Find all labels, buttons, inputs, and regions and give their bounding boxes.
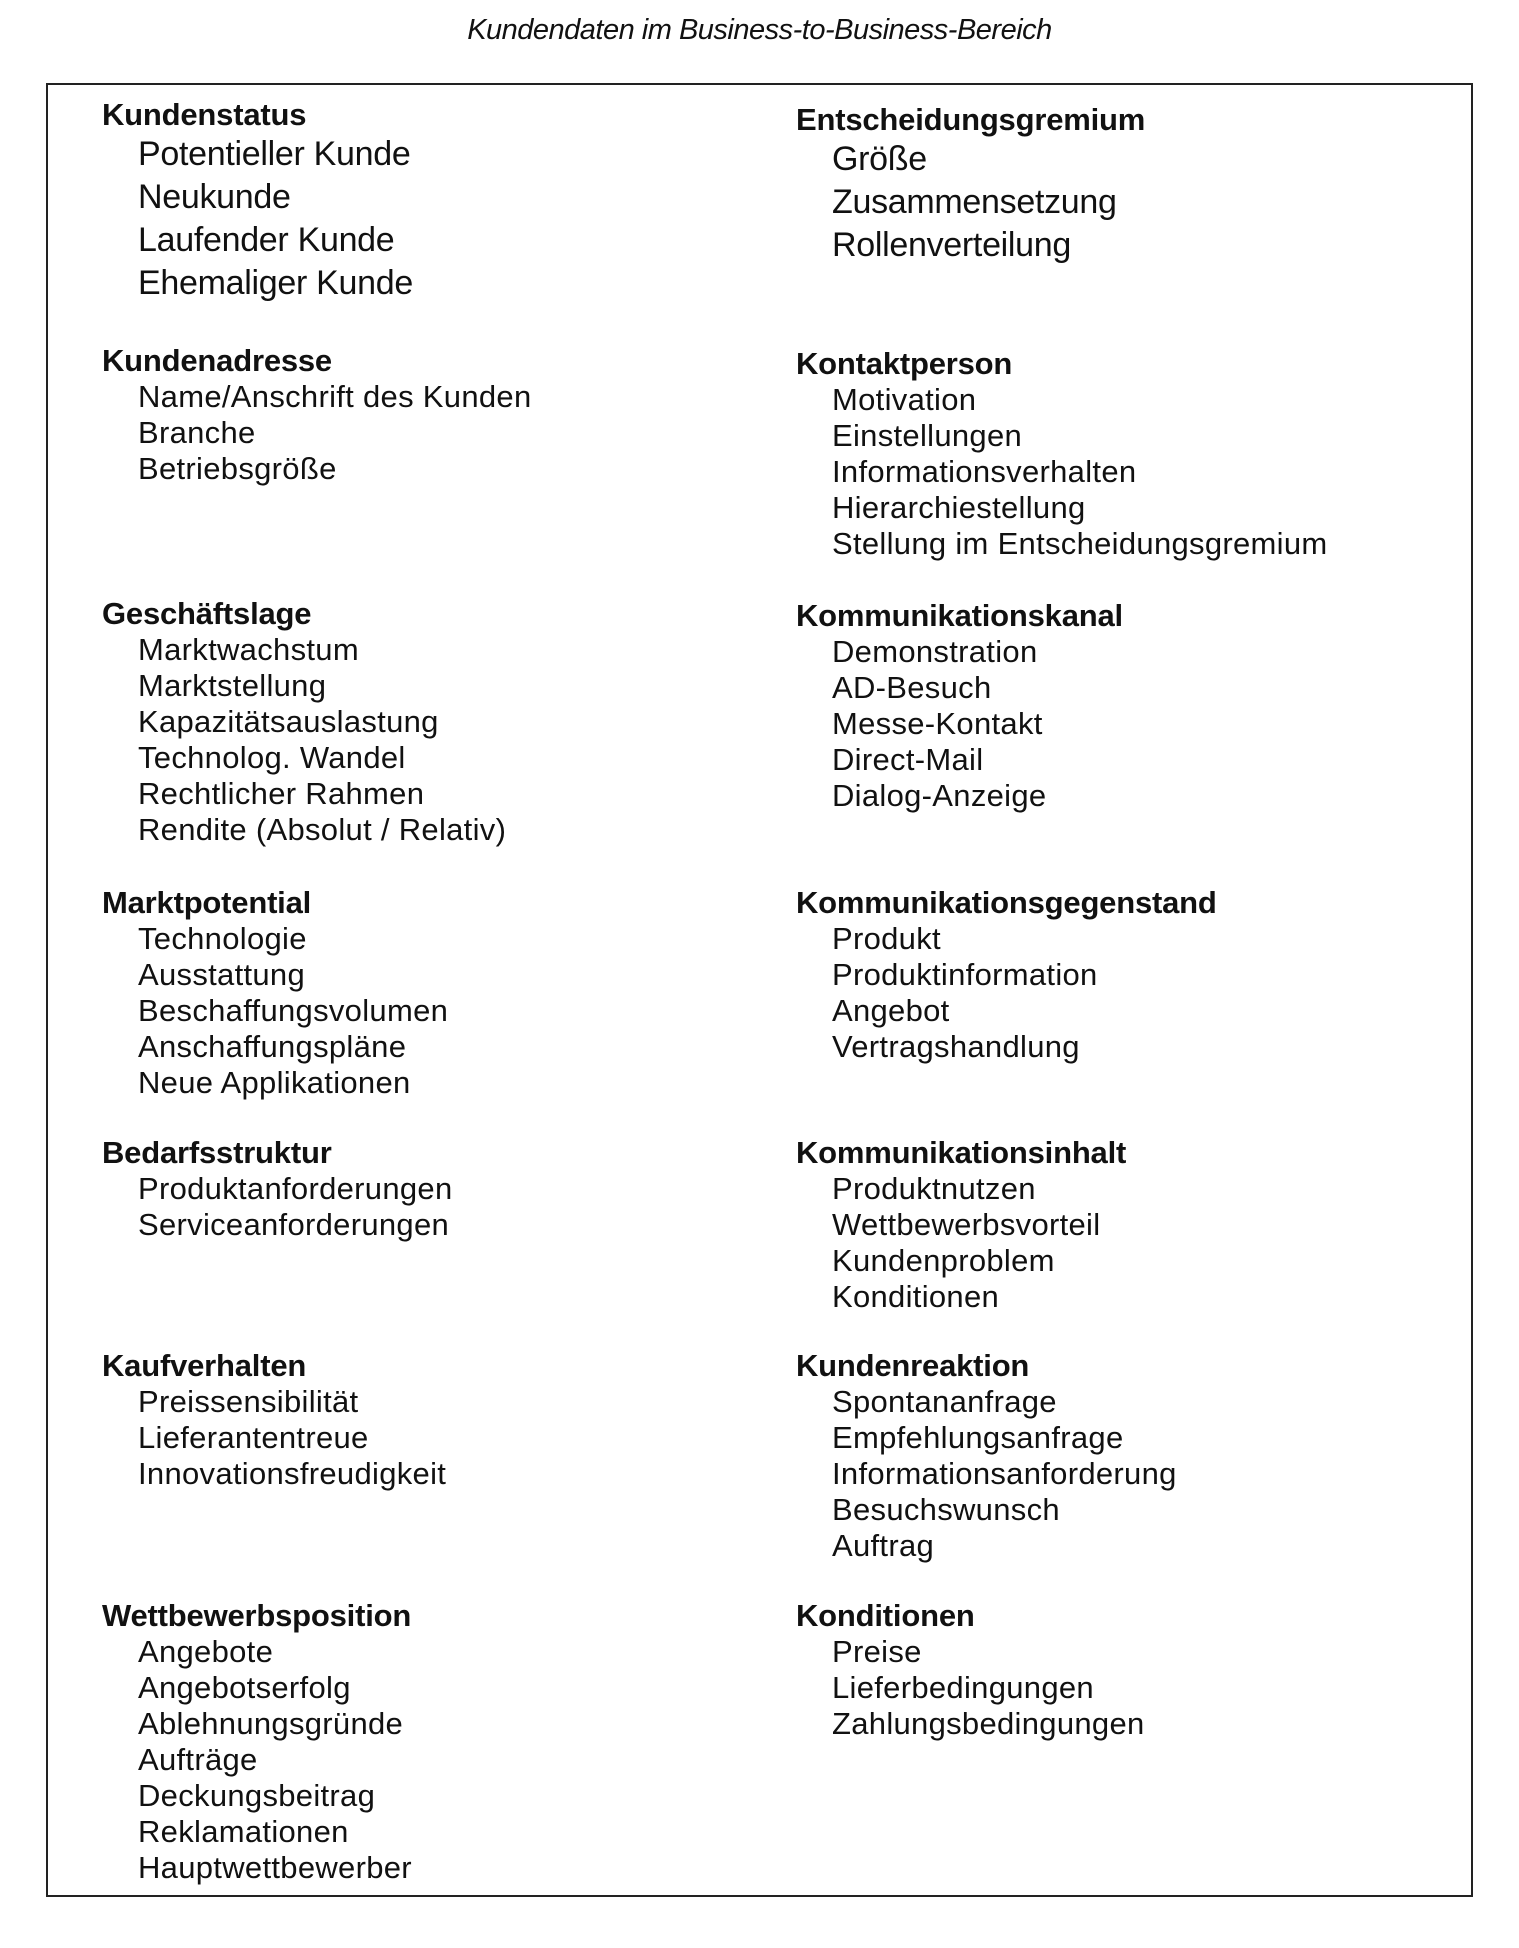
section-heading: Kontaktperson [796,346,1013,381]
list-item: Lieferantentreue [138,1420,369,1455]
list-item: Rechtlicher Rahmen [138,776,425,811]
item-list [102,632,742,848]
list-item: Ehemaliger Kunde [138,264,413,302]
section-heading: Marktpotential [102,885,312,920]
list-item: Rendite (Absolut / Relativ) [138,812,507,847]
list-item: Hauptwettbewerber [138,1850,412,1885]
list-item: Angebote [138,1634,274,1669]
list-item: Potentieller Kunde [138,135,411,173]
section-heading: Kommunikationsinhalt [796,1135,1127,1170]
section-wettbewerbsposition [102,1598,742,1886]
list-item: Informationsanforderung [832,1456,1177,1491]
section-kontaktperson [796,346,1436,562]
list-item: Angebotserfolg [138,1670,351,1705]
item-list [796,1634,1436,1742]
list-item: Kundenproblem [832,1243,1055,1278]
item-list [102,1384,742,1492]
list-item: Anschaffungspläne [138,1029,407,1064]
list-item: Messe-Kontakt [832,706,1043,741]
list-item: Innovationsfreudigkeit [138,1456,447,1491]
list-item: Spontananfrage [832,1384,1057,1419]
list-item: Kapazitätsauslastung [138,704,439,739]
section-marktpotential [102,885,742,1101]
list-item: Laufender Kunde [138,221,395,259]
list-item: Produktinformation [832,957,1098,992]
section-kundenstatus [102,97,742,305]
list-item: Ablehnungsgründe [138,1706,404,1741]
section-heading: Kundenstatus [102,97,307,132]
list-item: Neue Applikationen [138,1065,411,1100]
list-item: Lieferbedingungen [832,1670,1094,1705]
list-item: Betriebsgröße [138,451,337,486]
item-list [102,379,742,487]
list-item: Preissensibilität [138,1384,359,1419]
page-title: Kundendaten im Business-to-Business-Bereich [467,14,1052,46]
list-item: Konditionen [832,1279,1000,1314]
section-kundenreaktion [796,1348,1436,1564]
list-item: Produkt [832,921,941,956]
section-heading: Kundenreaktion [796,1348,1030,1383]
list-item: Beschaffungsvolumen [138,993,449,1028]
section-heading: Konditionen [796,1598,975,1633]
list-item: Branche [138,415,256,450]
section-heading: Geschäftslage [102,596,312,631]
list-item: Wettbewerbsvorteil [832,1207,1101,1242]
section-heading: Kommunikationskanal [796,598,1123,633]
item-list [102,921,742,1101]
list-item: Auftrag [832,1528,935,1563]
item-list [796,1384,1436,1564]
item-list [102,1171,742,1243]
section-heading: Entscheidungsgremium [796,102,1146,137]
list-item: Neukunde [138,178,291,216]
list-item: Produktanforderungen [138,1171,453,1206]
list-item: AD-Besuch [832,670,992,705]
list-item: Technologie [138,921,307,956]
list-item: Technolog. Wandel [138,740,406,775]
list-item: Aufträge [138,1742,258,1777]
list-item: Empfehlungsanfrage [832,1420,1124,1455]
list-item: Marktwachstum [138,632,359,667]
section-heading: Kundenadresse [102,343,332,378]
list-item: Stellung im Entscheidungsgremium [832,526,1328,561]
list-item: Reklamationen [138,1814,349,1849]
section-konditionen [796,1598,1436,1742]
list-item: Besuchswunsch [832,1492,1060,1527]
item-list [796,1171,1436,1315]
section-entscheidungsgremium [796,102,1436,267]
list-item: Zusammensetzung [832,183,1117,221]
list-item: Deckungsbeitrag [138,1778,376,1813]
list-item: Motivation [832,382,977,417]
item-list [102,133,742,305]
section-heading: Bedarfsstruktur [102,1135,332,1170]
list-item: Zahlungsbedingungen [832,1706,1145,1741]
list-item: Marktstellung [138,668,327,703]
item-list [102,1634,742,1886]
section-heading: Kaufverhalten [102,1348,307,1383]
section-kaufverhalten [102,1348,742,1492]
section-heading: Kommunikationsgegenstand [796,885,1217,920]
section-kommunikationskanal [796,598,1436,814]
list-item: Größe [832,140,927,178]
list-item: Einstellungen [832,418,1023,453]
section-kommunikationsinhalt [796,1135,1436,1315]
section-bedarfsstruktur [102,1135,742,1243]
section-heading: Wettbewerbsposition [102,1598,412,1633]
list-item: Dialog-Anzeige [832,778,1047,813]
list-item: Hierarchiestellung [832,490,1086,525]
item-list [796,382,1436,562]
list-item: Ausstattung [138,957,306,992]
list-item: Rollenverteilung [832,226,1072,264]
list-item: Demonstration [832,634,1038,669]
list-item: Vertragshandlung [832,1029,1080,1064]
list-item: Serviceanforderungen [138,1207,450,1242]
list-item: Direct-Mail [832,742,984,777]
list-item: Informationsverhalten [832,454,1137,489]
section-geschaeftslage [102,596,742,848]
list-item: Name/Anschrift des Kunden [138,379,532,414]
list-item: Preise [832,1634,922,1669]
item-list [796,921,1436,1065]
section-kommunikationsgegenstand [796,885,1436,1065]
list-item: Angebot [832,993,950,1028]
section-kundenadresse [102,343,742,487]
list-item: Produktnutzen [832,1171,1036,1206]
item-list [796,138,1436,267]
item-list [796,634,1436,814]
